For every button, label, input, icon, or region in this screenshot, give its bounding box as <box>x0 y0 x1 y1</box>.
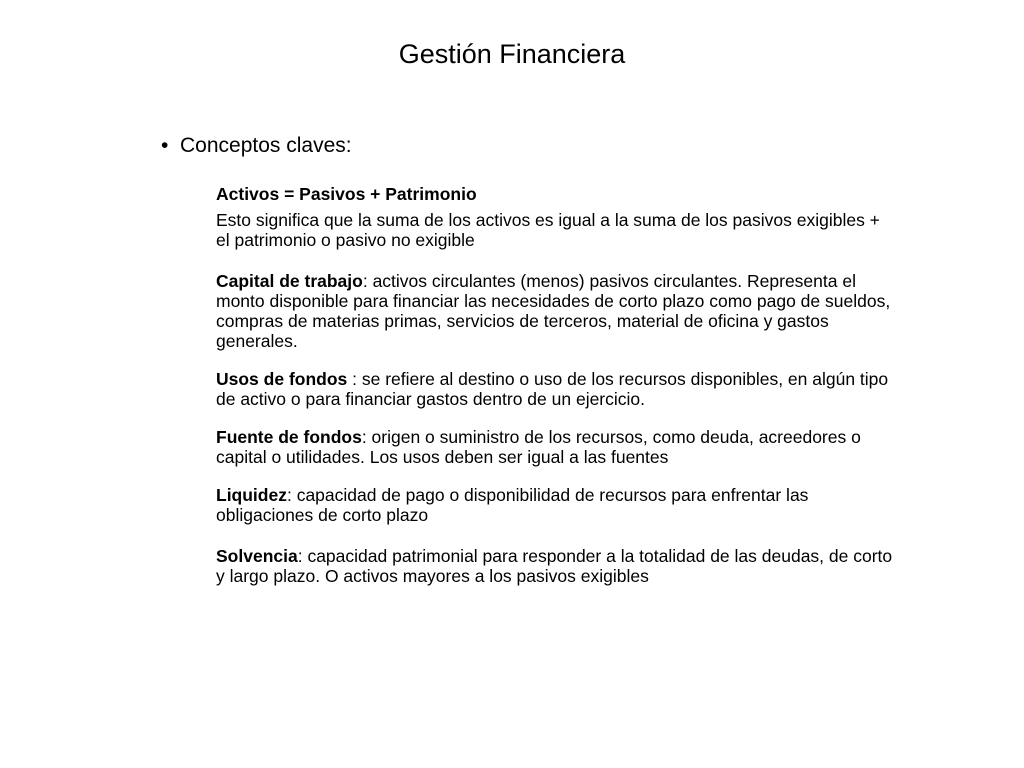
concept-term: Usos de fondos <box>216 369 348 389</box>
concept-term: Fuente de fondos <box>216 427 362 447</box>
bullet-dot-icon: • <box>161 134 169 157</box>
concept-term: Liquidez <box>216 485 287 505</box>
concept-term: Solvencia <box>216 546 298 566</box>
concepts-content <box>216 184 896 586</box>
concept-usos-de-fondos <box>216 369 896 409</box>
slide-title: Gestión Financiera <box>398 39 626 69</box>
concept-liquidez <box>216 485 896 525</box>
bullet-heading-suffix: : <box>345 134 352 157</box>
concept-capital-de-trabajo <box>216 271 896 351</box>
concept-definition: : capacidad patrimonial para responder a la totalidad de las deudas, de corto y largo plazo. O activos mayores a los pasivos exigibles <box>216 546 893 586</box>
concept-definition: : se refiere al destino o uso de los recursos disponibles, en algún tipo de activo o para financiar gastos dentro de un ejercicio. <box>216 369 889 409</box>
bullet-heading-label: Conceptos claves <box>180 134 346 157</box>
concept-fuente-de-fondos <box>216 427 896 467</box>
bullet-heading <box>161 131 352 161</box>
equation-explanation: Esto significa que la suma de los activos es igual a la suma de los pasivos exigibles + el patrimonio o pasivo no exigible <box>216 210 880 250</box>
concept-solvencia <box>216 546 896 586</box>
concept-definition: : activos circulantes (menos) pasivos circulantes. Representa el monto disponible para financiar las necesidades de corto plazo como pago de sueldos, compras de materias primas, servicios de terceros, material de oficina y gastos generales. <box>216 271 891 351</box>
equation-line <box>216 184 896 204</box>
concept-definition: : origen o suministro de los recursos, como deuda, acreedores o capital o utilidades. Los usos deben ser igual a las fuentes <box>216 427 861 467</box>
equation-text: Activos = Pasivos + Patrimonio <box>216 184 477 204</box>
concept-term: Capital de trabajo <box>216 271 363 291</box>
concept-definition: : capacidad de pago o disponibilidad de recursos para enfrentar las obligaciones de corto plazo <box>216 485 809 525</box>
